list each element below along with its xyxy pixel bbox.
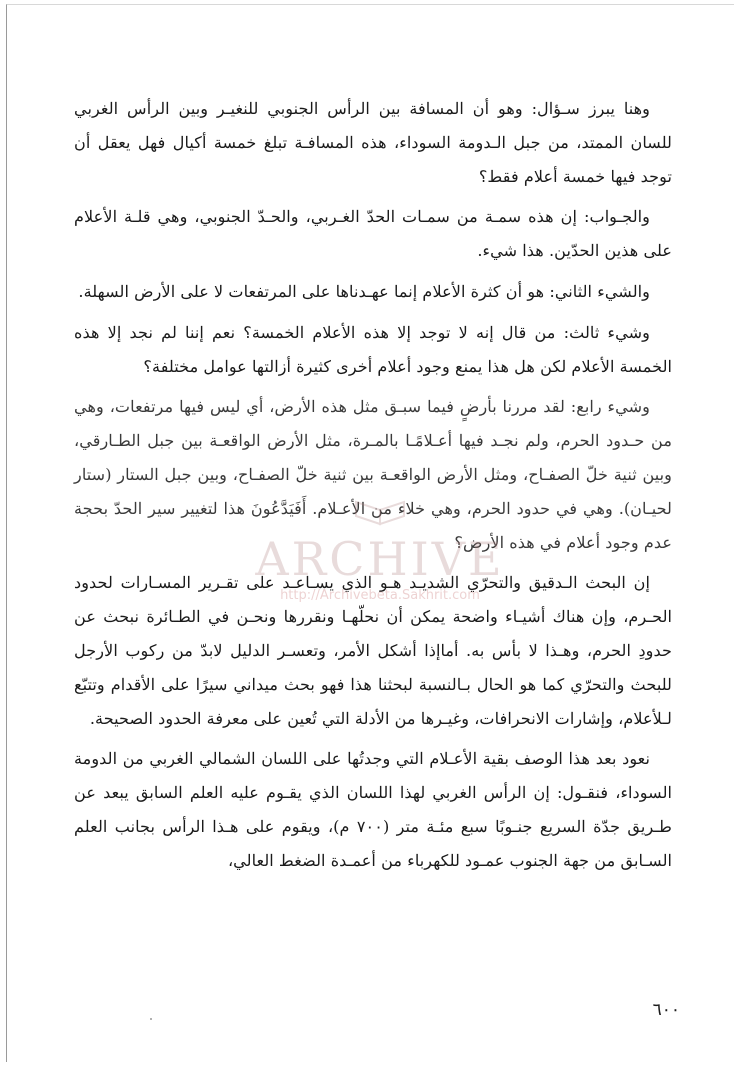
paragraph-answer: والجـواب: إن هذه سمـة من سمـات الحدّ الغـربي، والحـدّ الجنوبي، وهي قلـة الأعلام على هذين الحدّين. هذا شيء.: [74, 207, 672, 261]
paragraph-third-point: وشيء ثالث: من قال إنه لا توجد إلا هذه الأعلام الخمسة؟ نعم إننا لم نجد إلا هذه الخمسة الأعلام لكن هل هذا يمنع وجود أعلام أخرى كثيرة أزالتها عوامل مختلفة؟: [74, 322, 672, 376]
paragraph-fourth-point: وشيء رابع: لقد مررنا بأرضٍ فيما سبـق مثل هذه الأرض، أي ليس فيها مرتفعات، وهي من حـدود الحرم، ولم نجـد فيها أعـلامًـا بالمـرة، مثل الأرض الواقعـة بين جبل الطـارقي، وبين ثنية خلّ الصفـاح، ومثل الأرض الواقعـة بين ثنية خلّ الصفـاح، وبين جبل الستار (ستار لحيـان). وهي في حدود الحرم، وهي خلاء من الأعـلام. أَفَيَدَّعُونَ هذا لتغيير سير الحدّ بحجة عدم وجود أعلام في هذه الأرض؟: [74, 397, 672, 552]
text-body: [74, 92, 672, 885]
watermark-text: ARCHIVE: [255, 532, 505, 586]
paragraph-second-point: والشيء الثاني: هو أن كثرة الأعلام إنما عهـدناها على المرتفعات لا على الأرض السهلة.: [78, 281, 650, 301]
paragraph-research: إن البحث الـدقيق والتحرّي الشديـد هـو الذي يسـاعـد على تقـرير المسـارات لحدود الحـرم، وإن هناك أشيـاء واضحة يمكن أن نحلّهـا ونقررها ونحـن في الطـائرة نبحث عن حدودِ الحرم، وهـذا لا بأس به. أماإذا أشكل الأمر، وتعسـر الدليل لابدّ من ركوب الأرجل للبحث والتحرّي كما هو الحال بـالنسبة لبحثنا هذا فهو بحث ميداني سيرًا على الأقدام وتتبّع لـلأعلام، وإشارات الانحرافات، وغيـرها من الأدلة التي تُعين على معرفة الحدود الصحيحة.: [74, 573, 672, 728]
paragraph-question: وهنا يبرز سـؤال: وهو أن المسافة بين الرأس الجنوبي للنغيـر وبين الرأس الغربي للسان الممتد، من جبل الـدومة السوداء، هذه المسافـة تبلغ خمسة أكيال فهل يعقل أن توجد فيها خمسة أعلام فقط؟: [74, 99, 672, 186]
watermark-url: http://Archivebeta.Sakhrit.com: [280, 588, 480, 603]
paragraph-return: نعود بعد هذا الوصف بقية الأعـلام التي وجدتُها على اللسان الشمالي الغربي من الدومة السوداء، فنقـول: إن الرأس الغربي لهذا اللسان الذي يقـوم عليه العلم السابق يبعد عن طـريق جدّة السريع جنـوبًا سبع مئـة متر (٧٠٠ م)، ويقوم على هـذا الرأس بجانب العلم السـابق من جهة الجنوب عمـود للكهرباء من أعمـدة الضغط العالي،: [74, 749, 672, 870]
page-number: ٦٠٠: [652, 1000, 680, 1020]
scan-dot: [150, 1018, 152, 1020]
